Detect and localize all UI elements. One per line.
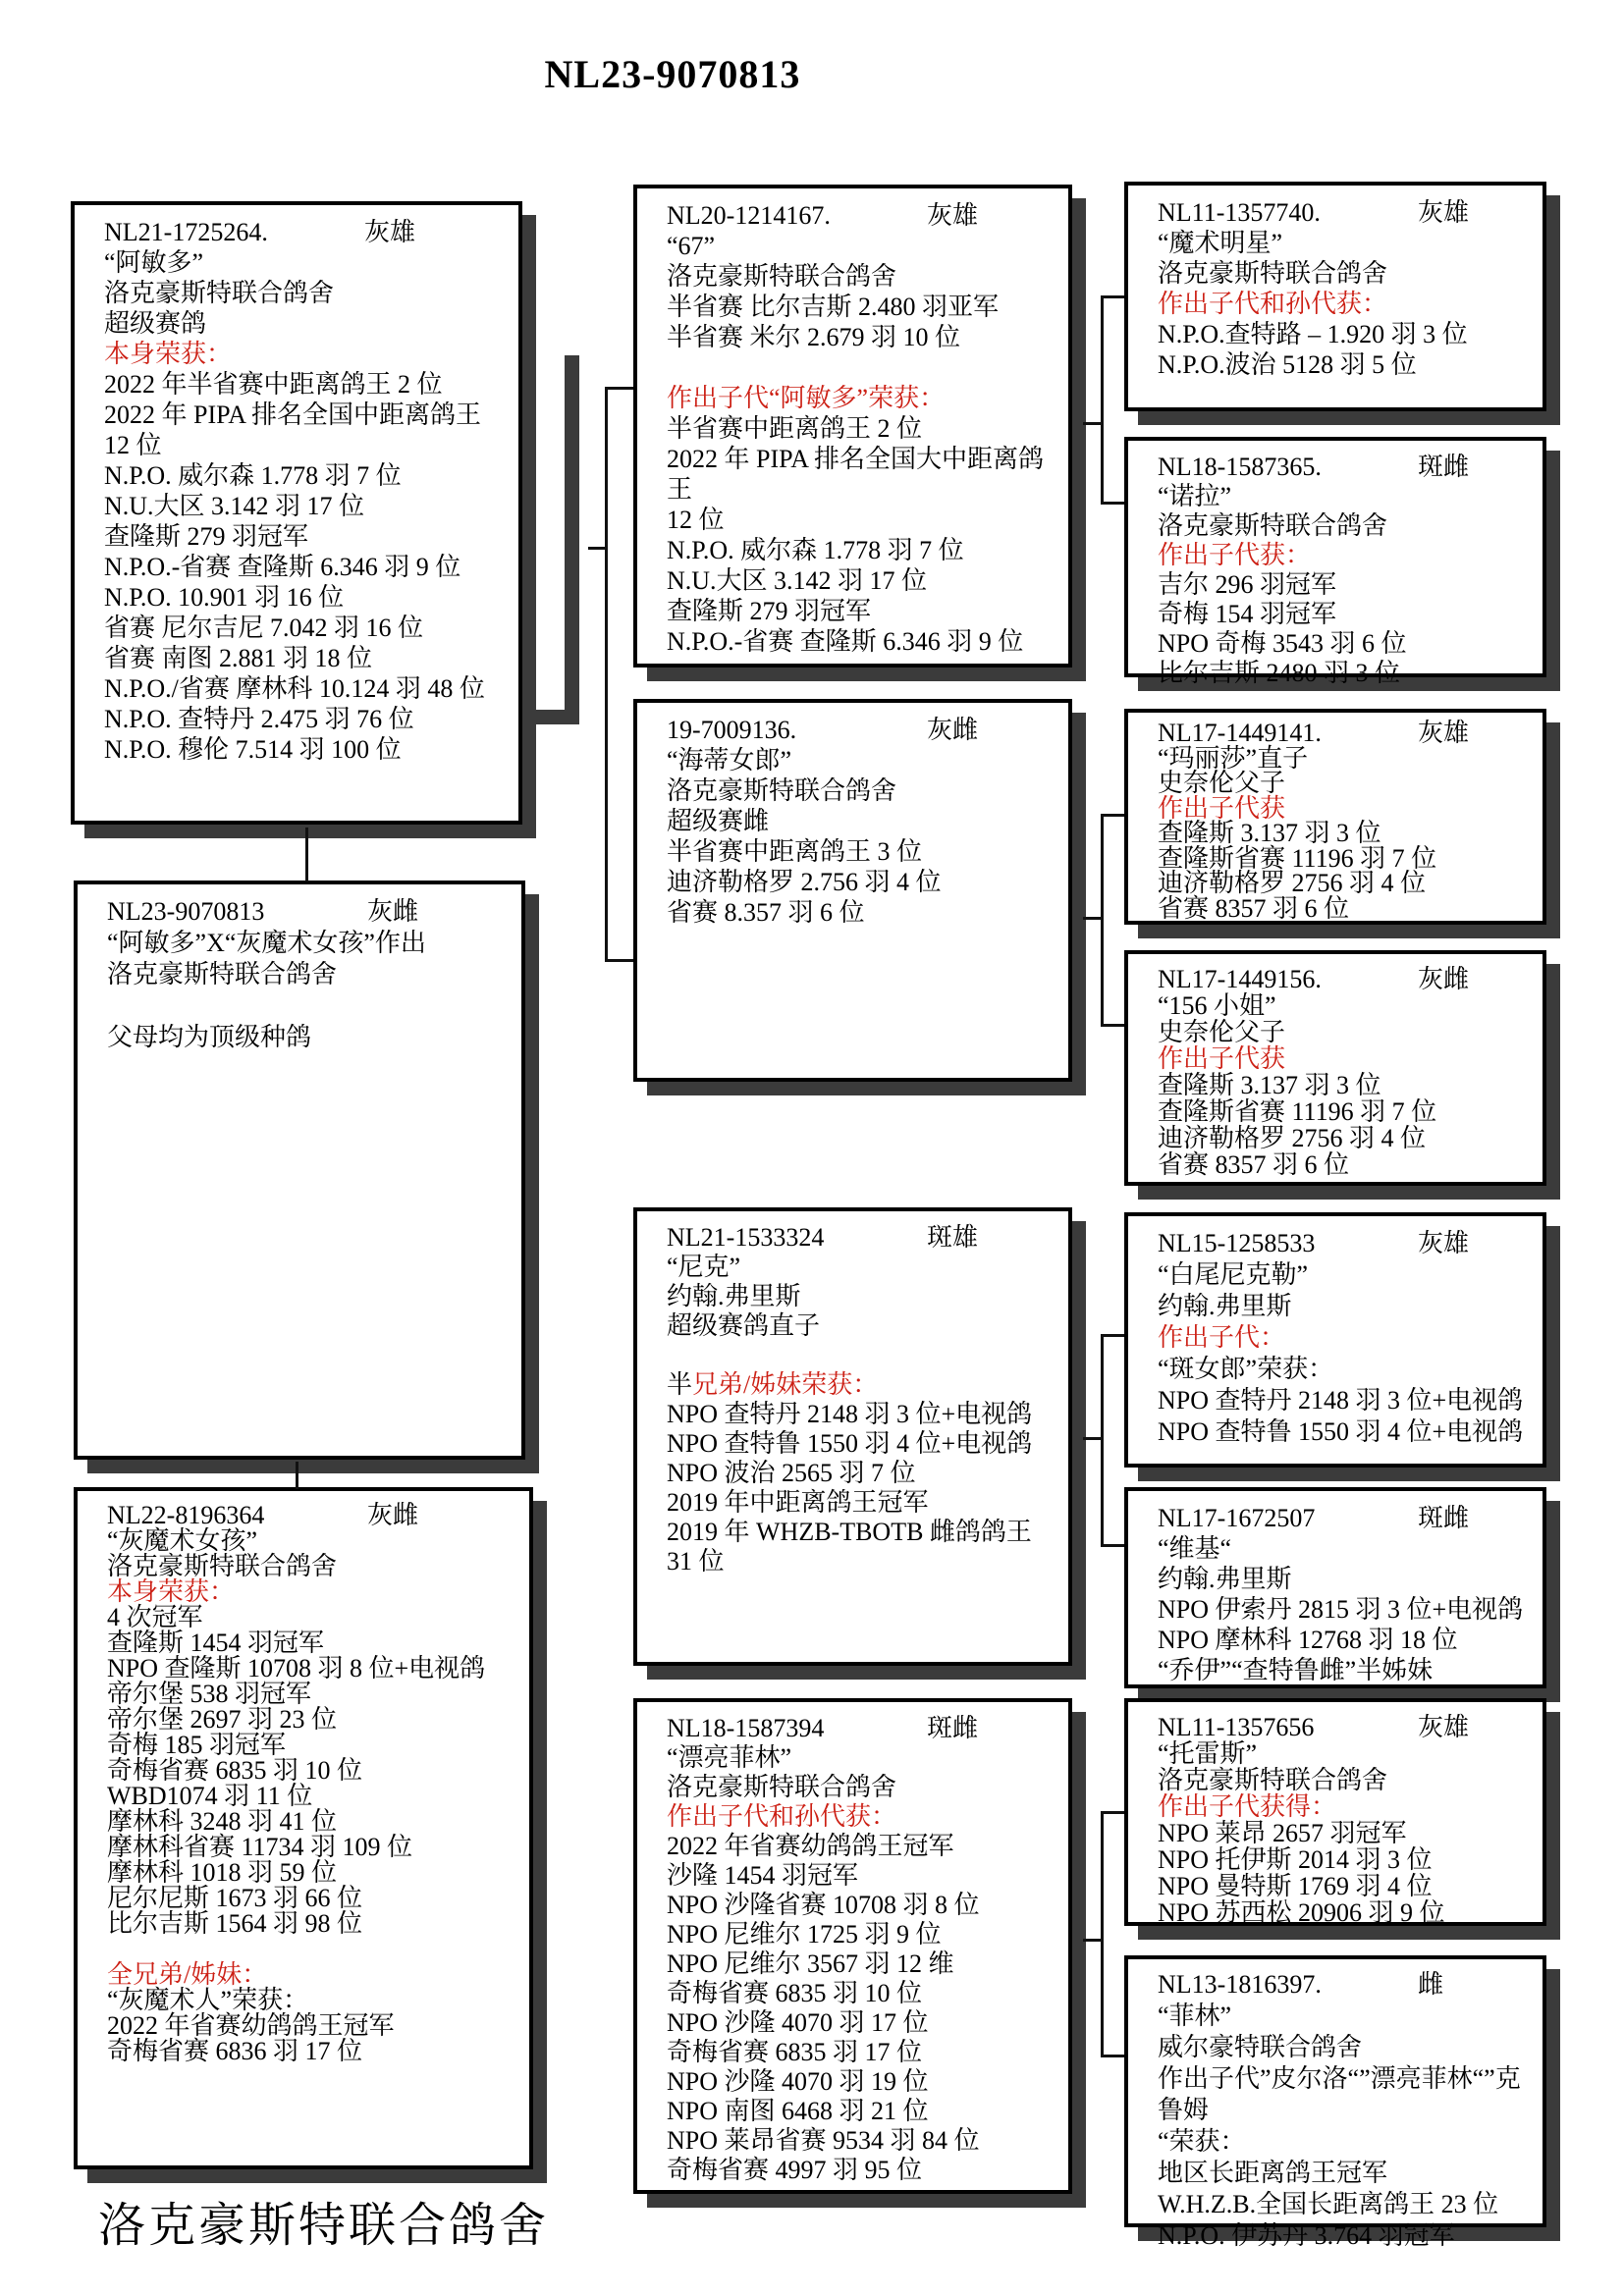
pedigree-line: NPO 南图 6468 羽 21 位 xyxy=(667,2097,929,2125)
pedigree-line: NPO 曼特斯 1769 羽 4 位 xyxy=(1158,1872,1433,1900)
sex-label: 斑雌 xyxy=(1418,453,1470,481)
pedigree-line: NPO 苏西松 20906 羽 9 位 xyxy=(1158,1898,1445,1927)
pedigree-box-nl11-1357740 xyxy=(1124,182,1546,411)
connector-line xyxy=(1083,1939,1101,1942)
pedigree-box-nl15-1258533 xyxy=(1124,1212,1546,1468)
pedigree-line: 作出子代获得： xyxy=(1158,1792,1337,1821)
sex-label: 灰雄 xyxy=(364,218,416,246)
pedigree-line: N.P.O. 伊苏丹 3.764 羽冠军 xyxy=(1158,2221,1455,2250)
pedigree-line: 省赛 南图 2.881 羽 18 位 xyxy=(104,644,373,672)
pedigree-line: 查隆斯 279 羽冠军 xyxy=(667,597,872,625)
box-header xyxy=(107,896,515,928)
pedigree-line: 2022 年 PIPA 排名全国大中距离鸽王 xyxy=(667,445,1045,504)
pedigree-line: 迪济勒格罗 2756 羽 4 位 xyxy=(1158,869,1427,897)
pedigree-line: NPO 莱昂省赛 9534 羽 84 位 xyxy=(667,2126,980,2155)
pedigree-line: 洛克豪斯特联合鸽舍 xyxy=(1158,511,1388,540)
ring-number: NL23-9070813 xyxy=(107,897,265,926)
pedigree-line: “魔术明星” xyxy=(1158,229,1283,257)
box-lines xyxy=(667,1253,1062,1576)
pedigree-line: 查隆斯 279 羽冠军 xyxy=(104,522,309,551)
connector-line xyxy=(1101,1811,1124,1814)
sex-label: 灰雌 xyxy=(367,1501,419,1529)
pedigree-line: NPO 摩林科 12768 羽 18 位 xyxy=(1158,1626,1458,1654)
connector-line xyxy=(605,387,633,390)
pedigree-line: 半省赛 米尔 2.679 羽 10 位 xyxy=(667,323,961,351)
pedigree-line: 作出子代： xyxy=(1158,1323,1286,1352)
sex-label: 灰雄 xyxy=(1418,1229,1470,1257)
connector-line xyxy=(1101,1544,1124,1547)
pedigree-line: 帝尔堡 2697 羽 23 位 xyxy=(107,1705,338,1734)
pedigree-line: NPO 查特丹 2148 羽 3 位+电视鸽 xyxy=(1158,1386,1524,1415)
connector-line xyxy=(1083,1437,1101,1440)
box-header xyxy=(1158,966,1537,992)
pedigree-line: NPO 查特鲁 1550 羽 4 位+电视鸽 xyxy=(1158,1417,1524,1446)
pedigree-line: 作出子代获 xyxy=(1158,1044,1286,1073)
pedigree-line: “托雷斯” xyxy=(1158,1739,1258,1768)
box-header xyxy=(1158,721,1537,746)
pedigree-line: 查隆斯 3.137 羽 3 位 xyxy=(1158,819,1381,847)
pedigree-line: “阿敏多” xyxy=(104,248,204,277)
pedigree-line: W.H.Z.B.全国长距离鸽王 23 位 xyxy=(1158,2190,1499,2218)
pedigree-line: 史奈伦父子 xyxy=(1158,1018,1286,1046)
pedigree-line: 洛克豪斯特联合鸽舍 xyxy=(1158,1766,1388,1794)
pedigree-line: 洛克豪斯特联合鸽舍 xyxy=(667,776,897,805)
sex-label: 灰雄 xyxy=(1418,1713,1470,1741)
pedigree-box-nl17-1672507 xyxy=(1124,1487,1546,1688)
box-lines xyxy=(1158,1533,1537,1685)
pedigree-line: 奇梅省赛 6835 羽 10 位 xyxy=(667,1979,923,2007)
connector-line xyxy=(1101,814,1104,1027)
connector-line xyxy=(1101,814,1124,817)
sex-label: 灰雄 xyxy=(927,201,979,230)
ring-number: NL17-1449141. xyxy=(1158,719,1322,747)
pedigree-line: 本身荣获： xyxy=(107,1577,236,1606)
connector-line xyxy=(605,959,633,962)
ring-number: 19-7009136. xyxy=(667,716,797,744)
pedigree-line: 全兄弟/姊妹： xyxy=(107,1960,268,1989)
pedigree-line: 洛克豪斯特联合鸽舍 xyxy=(107,1552,338,1580)
pedigree-line: “诺拉” xyxy=(1158,482,1232,510)
pedigree-line: 作出子代和孙代获： xyxy=(667,1802,897,1831)
pedigree-line: N.P.O.查特路 – 1.920 羽 3 位 xyxy=(1158,320,1468,348)
pedigree-line: 洛克豪斯特联合鸽舍 xyxy=(1158,259,1388,288)
box-lines xyxy=(1158,2001,1537,2252)
pedigree-line: 摩林科省赛 11734 羽 109 位 xyxy=(107,1833,413,1861)
box-header xyxy=(1158,197,1537,228)
box-lines xyxy=(107,928,515,1053)
box-header xyxy=(1158,1503,1537,1533)
box-lines xyxy=(1158,992,1537,1178)
sex-label: 灰雄 xyxy=(1418,719,1470,747)
pedigree-line: 奇梅省赛 4997 羽 95 位 xyxy=(667,2156,923,2184)
pedigree-line: “阿敏多”X“灰魔术女孩”作出 xyxy=(107,929,426,957)
pedigree-line: “乔伊”“查特鲁雌”半姊妹 xyxy=(1158,1656,1434,1684)
pedigree-line: 比尔吉斯 1564 羽 98 位 xyxy=(107,1909,363,1938)
pedigree-line: NPO 沙隆省赛 10708 羽 8 位 xyxy=(667,1891,980,1919)
pedigree-line: 查隆斯 1454 羽冠军 xyxy=(107,1629,325,1657)
connector-line xyxy=(1101,1334,1104,1547)
pedigree-line: 作出子代和孙代获： xyxy=(1158,290,1388,318)
pedigree-line: 省赛 尼尔吉尼 7.042 羽 16 位 xyxy=(104,614,424,642)
connector-line xyxy=(1101,1811,1104,2057)
box-lines xyxy=(107,1528,523,2064)
pedigree-line: “荣获： xyxy=(1158,2127,1246,2156)
box-header xyxy=(667,200,1062,231)
pedigree-box-nl22-8196364 xyxy=(74,1487,533,2169)
connector-line xyxy=(1101,295,1124,298)
ring-number: NL17-1449156. xyxy=(1158,965,1322,993)
box-lines xyxy=(1158,482,1537,688)
pedigree-line: 半省赛中距离鸽王 2 位 xyxy=(667,414,923,443)
pedigree-line: N.P.O.波治 5128 羽 5 位 xyxy=(1158,350,1417,379)
pedigree-line: “斑女郎”荣获： xyxy=(1158,1355,1334,1383)
pedigree-line: 洛克豪斯特联合鸽舍 xyxy=(107,960,338,988)
box-lines xyxy=(1158,1740,1537,1926)
pedigree-line: NPO 波治 2565 羽 7 位 xyxy=(667,1459,916,1487)
sex-label: 灰雌 xyxy=(927,716,979,744)
box-lines xyxy=(667,1743,1062,2185)
pedigree-line: 奇梅省赛 6835 羽 10 位 xyxy=(107,1756,363,1785)
pedigree-line: NPO 尼维尔 3567 羽 12 维 xyxy=(667,1949,954,1978)
pedigree-line: 半兄弟/姊妹荣获： xyxy=(667,1370,879,1399)
pedigree-line: N.U.大区 3.142 羽 17 位 xyxy=(104,492,365,520)
box-lines xyxy=(1158,228,1537,380)
pedigree-line: “海蒂女郎” xyxy=(667,746,792,774)
connector-line xyxy=(1083,917,1101,920)
connector-line xyxy=(522,710,579,724)
pedigree-line: 奇梅 185 羽冠军 xyxy=(107,1731,287,1759)
pedigree-line: NPO 托伊斯 2014 羽 3 位 xyxy=(1158,1845,1433,1874)
box-header xyxy=(667,1223,1062,1253)
pedigree-line: 2019 年 WHZB-TBOTB 雌鸽鸽王 31 位 xyxy=(667,1518,1039,1575)
pedigree-line: N.P.O. 威尔森 1.778 羽 7 位 xyxy=(667,536,964,564)
ring-number: NL21-1533324 xyxy=(667,1223,825,1252)
pedigree-line: 超级赛鸽 xyxy=(104,309,207,338)
pedigree-line: 作出子代”皮尔洛“”漂亮菲林“”克鲁姆 xyxy=(1158,2064,1521,2124)
pedigree-line: NPO 沙隆 4070 羽 19 位 xyxy=(667,2067,929,2096)
pedigree-line: 省赛 8.357 羽 6 位 xyxy=(667,898,865,927)
pedigree-line: NPO 查隆斯 10708 羽 8 位+电视鸽 xyxy=(107,1654,486,1682)
pedigree-line: 2019 年中距离鸽王冠军 xyxy=(667,1488,929,1517)
pedigree-line: N.P.O. 查特丹 2.475 羽 76 位 xyxy=(104,705,414,733)
pedigree-line: N.P.O./省赛 摩林科 10.124 羽 48 位 xyxy=(104,674,485,703)
box-header xyxy=(667,715,1062,745)
pedigree-line: 查隆斯省赛 11196 羽 7 位 xyxy=(1158,843,1437,873)
pedigree-line: “156 小姐” xyxy=(1158,991,1276,1020)
sex-label: 斑雌 xyxy=(1418,1504,1470,1532)
sex-label: 灰雌 xyxy=(367,897,419,926)
pedigree-box-nl21-1533324 xyxy=(633,1207,1072,1666)
connector-line xyxy=(1101,1024,1124,1027)
pedigree-line: 作出子代获 xyxy=(1158,793,1286,823)
pedigree-line: 查隆斯 3.137 羽 3 位 xyxy=(1158,1071,1381,1099)
pedigree-box-nl17-1449156 xyxy=(1124,950,1546,1186)
pedigree-line: NPO 莱昂 2657 羽冠军 xyxy=(1158,1819,1407,1847)
pedigree-line: NPO 伊索丹 2815 羽 3 位+电视鸽 xyxy=(1158,1595,1524,1624)
pedigree-line: 超级赛鸽直子 xyxy=(667,1311,821,1340)
box-header xyxy=(104,217,513,247)
box-lines xyxy=(667,231,1062,657)
box-header xyxy=(1158,1714,1537,1740)
pedigree-box-nl18-1587394 xyxy=(633,1698,1072,2194)
pedigree-line: 迪济勒格罗 2.756 羽 4 位 xyxy=(667,868,942,896)
pedigree-line: 4 次冠军 xyxy=(107,1603,203,1631)
connector-line xyxy=(1101,2055,1124,2057)
pedigree-line: “菲林” xyxy=(1158,2002,1232,2030)
connector-line xyxy=(588,547,605,550)
pedigree-line: N.P.O. 10.901 羽 16 位 xyxy=(104,583,345,612)
box-lines xyxy=(104,247,513,765)
pedigree-line: NPO 查特鲁 1550 羽 4 位+电视鸽 xyxy=(667,1429,1033,1458)
pedigree-line: 约翰.弗里斯 xyxy=(1158,1292,1292,1320)
pedigree-line: N.P.O. 威尔森 1.778 羽 7 位 xyxy=(104,461,402,490)
ring-number: NL13-1816397. xyxy=(1158,1970,1322,1999)
pedigree-line: 12 位 xyxy=(667,506,725,534)
box-lines xyxy=(667,745,1062,928)
footer-loft-name: 洛克豪斯特联合鸽舍 xyxy=(98,2200,550,2252)
pedigree-line: 尼尔尼斯 1673 羽 66 位 xyxy=(107,1884,363,1912)
pedigree-line: “漂亮菲林” xyxy=(667,1743,792,1772)
pedigree-box-19-7009136 xyxy=(633,699,1072,1082)
pedigree-line: 摩林科 3248 羽 41 位 xyxy=(107,1807,338,1836)
pedigree-line: 半省赛中距离鸽王 3 位 xyxy=(667,837,923,866)
pedigree-line: “尼克” xyxy=(667,1253,741,1281)
pedigree-line: 超级赛雌 xyxy=(667,807,770,835)
pedigree-line: 本身荣获： xyxy=(104,340,233,368)
pedigree-box-nl13-1816397 xyxy=(1124,1955,1546,2250)
pedigree-line: “白尾尼克勒” xyxy=(1158,1260,1309,1289)
pedigree-line: 2022 年省赛幼鸽鸽王冠军 xyxy=(667,1832,954,1860)
pedigree-line: 2022 年省赛幼鸽鸽王冠军 xyxy=(107,2011,395,2040)
connector-line xyxy=(1101,295,1104,505)
ring-number: NL11-1357656 xyxy=(1158,1713,1315,1741)
pedigree-line: 查隆斯省赛 11196 羽 7 位 xyxy=(1158,1097,1437,1126)
pedigree-line: WBD1074 羽 11 位 xyxy=(107,1782,313,1810)
pedigree-line: NPO 尼维尔 1725 羽 9 位 xyxy=(667,1920,942,1949)
pedigree-line: 洛克豪斯特联合鸽舍 xyxy=(667,1773,897,1801)
ring-number: NL15-1258533 xyxy=(1158,1229,1316,1257)
box-header xyxy=(107,1503,523,1528)
ring-number: NL18-1587394 xyxy=(667,1714,825,1742)
connector-line xyxy=(1101,502,1124,505)
sex-label: 斑雌 xyxy=(927,1714,979,1742)
pedigree-box-nl23-9070813 xyxy=(74,881,525,1460)
pedigree-line: 半省赛 比尔吉斯 2.480 羽亚军 xyxy=(667,293,1000,321)
pedigree-line: 地区长距离鸽王冠军 xyxy=(1158,2159,1388,2187)
pedigree-line: 洛克豪斯特联合鸽舍 xyxy=(667,262,897,291)
pedigree-line xyxy=(667,352,1062,383)
pedigree-line xyxy=(107,1937,523,1962)
pedigree-line: 省赛 8357 羽 6 位 xyxy=(1158,1150,1350,1179)
pedigree-line: 2022 年半省赛中距离鸽王 2 位 xyxy=(104,370,443,399)
box-lines xyxy=(1158,743,1537,923)
pedigree-line: N.U.大区 3.142 羽 17 位 xyxy=(667,566,928,595)
pedigree-line: NPO 奇梅 3543 羽 6 位 xyxy=(1158,629,1407,658)
pedigree-line: NPO 沙隆 4070 羽 17 位 xyxy=(667,2008,929,2037)
pedigree-line: 比尔吉斯 2480 羽 3 位 xyxy=(1158,659,1401,687)
pedigree-line: 帝尔堡 538 羽冠军 xyxy=(107,1680,312,1708)
pedigree-line: 作出子代获： xyxy=(1158,541,1312,569)
pedigree-line: 省赛 8357 羽 6 位 xyxy=(1158,893,1350,923)
ring-number: NL20-1214167. xyxy=(667,201,831,230)
box-header xyxy=(1158,1969,1537,2001)
pedigree-line: 史奈伦父子 xyxy=(1158,769,1286,797)
page-title: NL23-9070813 xyxy=(544,52,801,96)
pedigree-line: 吉尔 296 羽冠军 xyxy=(1158,570,1337,599)
box-lines xyxy=(1158,1259,1537,1448)
box-header xyxy=(1158,453,1537,482)
pedigree-line: NPO 查特丹 2148 羽 3 位+电视鸽 xyxy=(667,1400,1033,1428)
ring-number: NL21-1725264. xyxy=(104,218,268,246)
connector-line xyxy=(305,828,308,881)
pedigree-box-nl21-1725264 xyxy=(71,201,522,825)
ring-number: NL22-8196364 xyxy=(107,1501,265,1529)
pedigree-line: 约翰.弗里斯 xyxy=(667,1282,801,1310)
pedigree-line: 父母均为顶级种鸽 xyxy=(107,1023,312,1051)
pedigree-box-nl11-1357656 xyxy=(1124,1698,1546,1926)
pedigree-line: 奇梅省赛 6835 羽 17 位 xyxy=(667,2038,923,2066)
pedigree-line: “灰魔术人”荣获： xyxy=(107,1986,309,2014)
ring-number: NL18-1587365. xyxy=(1158,453,1322,481)
pedigree-line: 洛克豪斯特联合鸽舍 xyxy=(104,279,335,307)
connector-line xyxy=(1083,422,1101,425)
pedigree-line: “灰魔术女孩” xyxy=(107,1526,258,1555)
sex-label: 斑雄 xyxy=(927,1223,979,1252)
ring-number: NL17-1672507 xyxy=(1158,1504,1316,1532)
connector-line xyxy=(605,387,608,962)
pedigree-line: 威尔豪特联合鸽舍 xyxy=(1158,2033,1363,2061)
connector-line xyxy=(296,1462,298,1489)
sex-label: 灰雌 xyxy=(1418,965,1470,993)
pedigree-line: N.P.O. 穆伦 7.514 羽 100 位 xyxy=(104,735,402,764)
pedigree-line: 作出子代“阿敏多”荣获： xyxy=(667,384,946,412)
pedigree-line: 迪济勒格罗 2756 羽 4 位 xyxy=(1158,1124,1427,1152)
connector-line xyxy=(565,355,579,724)
box-header xyxy=(1158,1228,1537,1259)
pedigree-line: “67” xyxy=(667,232,716,260)
pedigree-line xyxy=(667,1341,1062,1370)
pedigree-box-nl17-1449141 xyxy=(1124,709,1546,925)
connector-line xyxy=(1101,1334,1124,1337)
pedigree-line: 约翰.弗里斯 xyxy=(1158,1565,1292,1593)
pedigree-line: 奇梅 154 羽冠军 xyxy=(1158,600,1337,628)
pedigree-line: 沙隆 1454 羽冠军 xyxy=(667,1861,859,1890)
pedigree-line: N.P.O.-省赛 查隆斯 6.346 羽 9 位 xyxy=(104,553,461,581)
pedigree-line xyxy=(107,990,515,1022)
pedigree-line: “玛丽莎”直子 xyxy=(1158,743,1309,773)
pedigree-line: “维基“ xyxy=(1158,1534,1232,1563)
pedigree-box-nl20-1214167 xyxy=(633,185,1072,667)
sex-label: 灰雄 xyxy=(1418,198,1470,227)
ring-number: NL11-1357740. xyxy=(1158,198,1321,227)
box-header xyxy=(667,1714,1062,1743)
pedigree-line: 2022 年 PIPA 排名全国中距离鸽王 12 位 xyxy=(104,400,488,459)
pedigree-box-nl18-1587365 xyxy=(1124,437,1546,687)
pedigree-line: 奇梅省赛 6836 羽 17 位 xyxy=(107,2037,363,2065)
sex-label: 雌 xyxy=(1418,1970,1444,1999)
pedigree-line: N.P.O.-省赛 查隆斯 6.346 羽 9 位 xyxy=(667,627,1024,656)
pedigree-line: 摩林科 1018 羽 59 位 xyxy=(107,1858,338,1887)
